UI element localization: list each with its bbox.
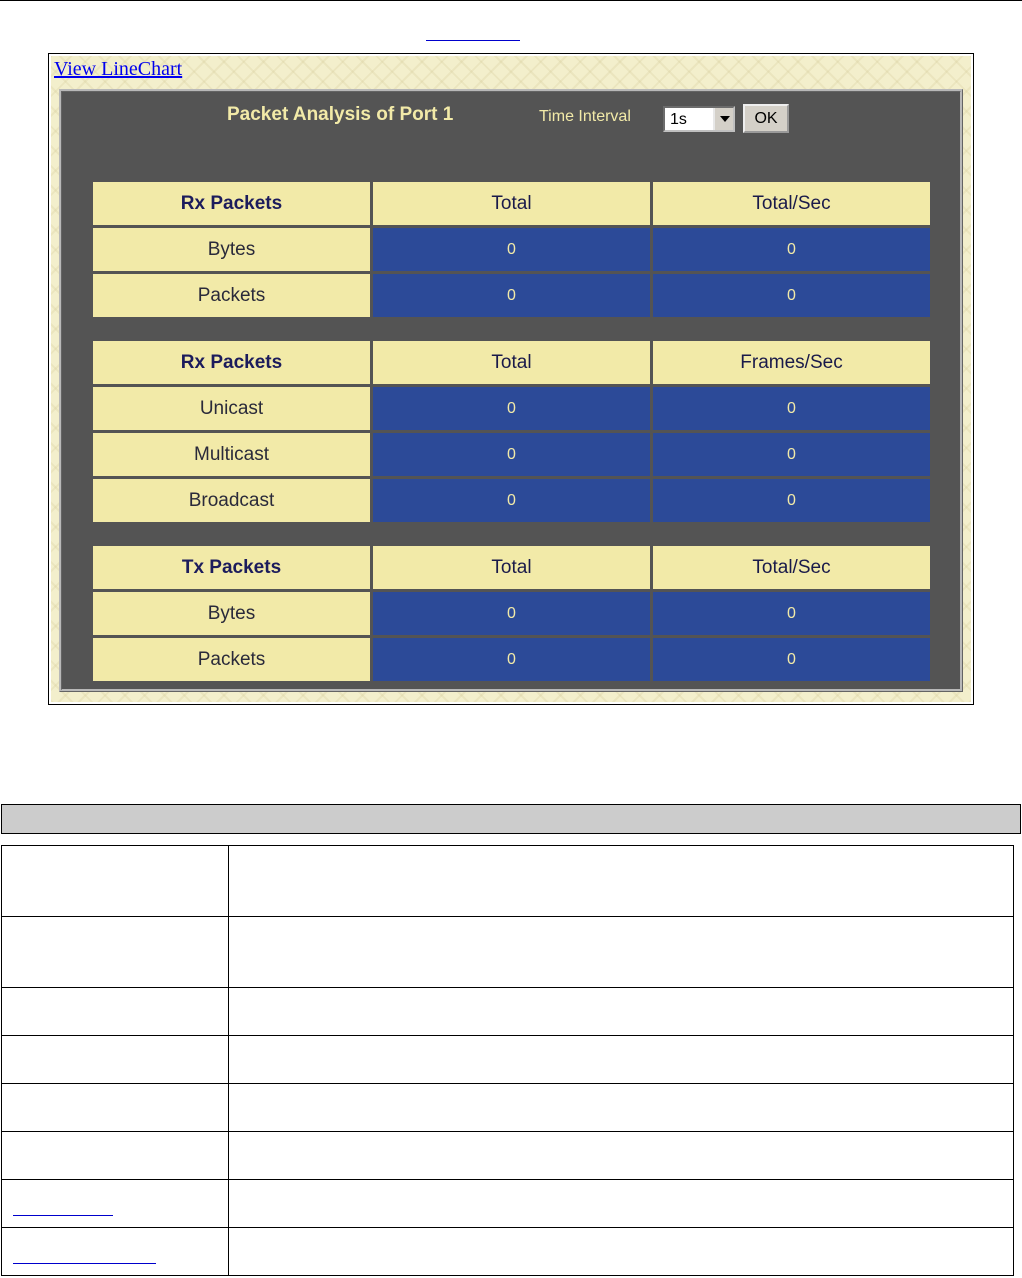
table-header: Total — [373, 182, 650, 225]
total-value: 0 — [373, 433, 650, 476]
table-row — [93, 638, 930, 681]
parameter-cell — [2, 1228, 229, 1276]
table-row — [93, 274, 930, 317]
table-header: Frames/Sec — [653, 341, 930, 384]
description-cell — [229, 1228, 1014, 1276]
time-interval-select[interactable] — [663, 106, 735, 132]
table-header-row — [93, 341, 930, 384]
table-header: Total/Sec — [653, 546, 930, 589]
parameter-cell — [2, 1036, 229, 1084]
table-row — [2, 917, 1014, 988]
section-header-bar — [1, 804, 1021, 834]
row-label: Bytes — [93, 592, 370, 635]
row-label: Unicast — [93, 387, 370, 430]
parameter-cell — [2, 1084, 229, 1132]
total-value: 0 — [373, 228, 650, 271]
dropdown-arrow[interactable] — [713, 108, 733, 130]
total-value: 0 — [373, 638, 650, 681]
row-label: Multicast — [93, 433, 370, 476]
chevron-down-icon — [720, 116, 730, 122]
parameter-cell — [2, 846, 229, 917]
tx-bytes-table — [90, 543, 933, 684]
table-header: Rx Packets — [93, 182, 370, 225]
rate-value: 0 — [653, 228, 930, 271]
table-header: Total/Sec — [653, 182, 930, 225]
table-row — [2, 988, 1014, 1036]
row-label: Packets — [93, 638, 370, 681]
total-value: 0 — [373, 387, 650, 430]
rate-value: 0 — [653, 638, 930, 681]
rate-value: 0 — [653, 387, 930, 430]
table-row — [2, 1180, 1014, 1228]
description-cell — [229, 846, 1014, 917]
parameter-link[interactable] — [13, 1187, 113, 1216]
rate-value: 0 — [653, 274, 930, 317]
table-row — [93, 228, 930, 271]
table-header: Tx Packets — [93, 546, 370, 589]
view-linechart-link[interactable]: View LineChart — [54, 58, 183, 80]
table-row — [2, 1132, 1014, 1180]
parameter-cell — [2, 1132, 229, 1180]
table-row — [2, 1228, 1014, 1276]
table-row — [2, 846, 1014, 917]
rx-bytes-table — [90, 179, 933, 320]
table-row — [2, 1036, 1014, 1084]
row-label: Broadcast — [93, 479, 370, 522]
description-cell — [229, 1084, 1014, 1132]
total-value: 0 — [373, 479, 650, 522]
description-cell — [229, 917, 1014, 988]
top-rule — [0, 0, 1022, 1]
parameter-description-table — [1, 845, 1014, 1276]
table-row — [93, 592, 930, 635]
table-row — [2, 1084, 1014, 1132]
panel-title: Packet Analysis of Port 1 — [227, 104, 454, 125]
parameter-cell — [2, 917, 229, 988]
table-header-row — [93, 546, 930, 589]
table-header: Rx Packets — [93, 341, 370, 384]
table-row — [93, 479, 930, 522]
rx-frames-table — [90, 338, 933, 525]
total-value: 0 — [373, 274, 650, 317]
total-value: 0 — [373, 592, 650, 635]
table-header: Total — [373, 546, 650, 589]
description-cell — [229, 988, 1014, 1036]
parameter-link[interactable] — [13, 1235, 156, 1264]
table-row — [93, 387, 930, 430]
rate-value: 0 — [653, 433, 930, 476]
row-label: Packets — [93, 274, 370, 317]
parameter-cell — [2, 988, 229, 1036]
table-header-row — [93, 182, 930, 225]
screenshot-panel — [48, 53, 974, 705]
description-cell — [229, 1036, 1014, 1084]
row-label: Bytes — [93, 228, 370, 271]
rate-value: 0 — [653, 479, 930, 522]
top-link-underline[interactable] — [426, 40, 520, 41]
parameter-cell — [2, 1180, 229, 1228]
description-cell — [229, 1132, 1014, 1180]
ok-button[interactable]: OK — [743, 104, 789, 133]
time-interval-value: 1s — [670, 111, 687, 128]
rate-value: 0 — [653, 592, 930, 635]
description-cell — [229, 1180, 1014, 1228]
table-row — [93, 433, 930, 476]
table-header: Total — [373, 341, 650, 384]
time-interval-label: Time Interval — [539, 108, 631, 125]
